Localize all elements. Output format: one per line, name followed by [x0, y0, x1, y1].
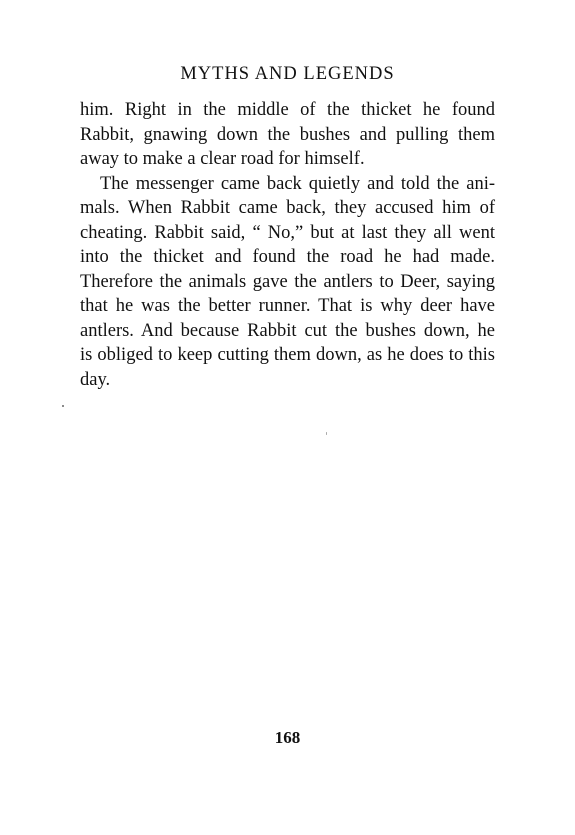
paragraph-2: [80, 172, 495, 393]
paragraph-line: cheating. Rabbit said, “ No,” but at last they all went: [80, 222, 495, 243]
paragraph-1: [80, 98, 495, 172]
paragraph-line: antlers. And because Rabbit cut the bushes down, he: [80, 320, 495, 341]
print-speck: [62, 405, 64, 407]
paragraph-line: into the thicket and found the road he had made.: [80, 247, 495, 267]
body-text: [80, 98, 495, 392]
paragraph-line: Therefore the animals gave the antlers to Deer, saying: [80, 271, 495, 292]
paragraph-line: him. Right in the middle of the thicket he found: [80, 100, 495, 120]
paragraph-line: The messenger came back quietly and told the ani-: [100, 173, 495, 194]
paragraph-line: that he was the better runner. That is why deer have: [80, 296, 495, 316]
paragraph-line: Rabbit, gnawing down the bushes and pulling them: [80, 124, 495, 145]
paragraph-line: is obliged to keep cutting them down, as he does to this: [80, 345, 495, 365]
paragraph-line: mals. When Rabbit came back, they accused him of: [80, 198, 495, 218]
print-speck: [326, 432, 327, 435]
paragraph-line: away to make a clear road for himself.: [80, 149, 365, 169]
paragraph-line: day.: [80, 369, 111, 390]
page-number: 168: [274, 728, 301, 747]
running-head: MYTHS AND LEGENDS: [180, 64, 395, 84]
